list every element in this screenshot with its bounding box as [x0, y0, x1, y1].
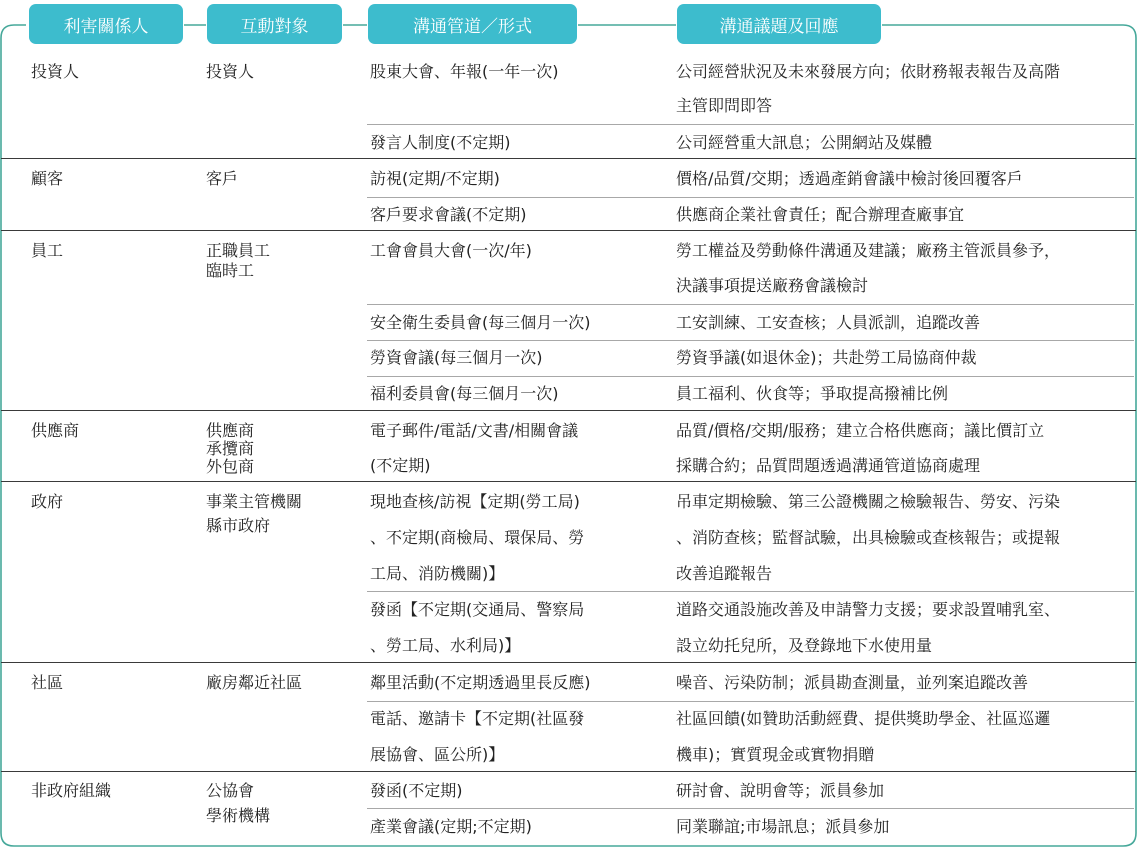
- stakeholder-customer: 顧客: [31, 169, 64, 188]
- counterpart-item: 供應商: [206, 421, 255, 440]
- stakeholder-investor: 投資人: [31, 62, 80, 81]
- stakeholder-ngo: 非政府組織: [31, 781, 112, 800]
- issue-cell: 採購合約；品質問題透過溝通管道協商處理: [676, 456, 981, 475]
- row-divider: [367, 197, 1134, 198]
- counterpart-investor: 投資人: [206, 62, 255, 81]
- row-divider: [367, 124, 1134, 125]
- counterpart-community: 廠房鄰近社區: [206, 673, 303, 692]
- row-divider: [367, 376, 1134, 377]
- issue-cell: 設立幼托兒所，及登錄地下水使用量: [676, 636, 933, 655]
- issue-cell: 道路交通設施改善及申請警力支援；要求設置哺乳室、: [676, 600, 1061, 619]
- group-divider: [1, 481, 1136, 482]
- issue-cell: 勞資爭議(如退休金)；共赴勞工局協商仲裁: [676, 348, 977, 367]
- channel-cell: 工會會員大會(一次/年): [370, 241, 532, 260]
- channel-cell: 安全衛生委員會(每三個月一次): [370, 313, 591, 332]
- header-counterpart: 互動對象: [207, 4, 342, 44]
- channel-cell: 發言人制度(不定期): [370, 133, 511, 152]
- issue-cell: 公司經營重大訊息；公開網站及媒體: [676, 133, 933, 152]
- counterpart-item: 公協會: [206, 781, 255, 800]
- counterpart-item: 縣市政府: [206, 516, 271, 535]
- issue-cell: 、消防查核；監督試驗，出具檢驗或查核報告；或提報: [676, 528, 1061, 547]
- channel-cell: 發函(不定期): [370, 781, 463, 800]
- group-divider: [1, 158, 1136, 159]
- counterpart-employee: [206, 242, 270, 280]
- channel-cell: 工局、消防機關)】: [370, 564, 505, 583]
- row-divider: [367, 304, 1134, 305]
- counterpart-item: 臨時工: [206, 261, 255, 280]
- stakeholder-community: 社區: [31, 673, 64, 692]
- issue-cell: 公司經營狀況及未來發展方向；依財務報表報告及高階: [676, 62, 1061, 81]
- issue-cell: 價格/品質/交期；透過產銷會議中檢討後回覆客戶: [676, 169, 1023, 188]
- issue-cell: 員工福利、伙食等；爭取提高撥補比例: [676, 384, 949, 403]
- group-divider: [1, 771, 1136, 772]
- stakeholder-government: 政府: [31, 492, 64, 511]
- channel-cell: 現地查核/訪視【定期(勞工局): [370, 492, 580, 511]
- channel-cell: 展協會、區公所)】: [370, 745, 505, 764]
- header-stakeholder: 利害關係人: [29, 4, 183, 44]
- row-divider: [367, 808, 1134, 809]
- issue-cell: 社區回饋(如贊助活動經費、提供獎助學金、社區巡邏: [676, 709, 1051, 728]
- counterpart-supplier: [206, 422, 254, 476]
- issue-cell: 供應商企業社會責任；配合辦理查廠事宜: [676, 205, 965, 224]
- header-channel: 溝通管道／形式: [368, 4, 577, 44]
- channel-cell: 發函【不定期(交通局、警察局: [370, 600, 585, 619]
- stakeholder-supplier: 供應商: [31, 421, 80, 440]
- channel-cell: 電話、邀請卡【不定期(社區發: [370, 709, 585, 728]
- header-issues: 溝通議題及回應: [677, 4, 881, 44]
- issue-cell: 吊車定期檢驗、第三公證機關之檢驗報告、勞安、污染: [676, 492, 1061, 511]
- issue-cell: 勞工權益及勞動條件溝通及建議；廠務主管派員參予，: [676, 241, 1061, 260]
- group-divider: [1, 410, 1136, 411]
- group-divider: [1, 662, 1136, 663]
- counterpart-item: 承攬商: [206, 439, 255, 458]
- issue-cell: 決議事項提送廠務會議檢討: [676, 276, 869, 295]
- issue-cell: 工安訓練、工安查核；人員派訓，追蹤改善: [676, 313, 981, 332]
- counterpart-customer: 客戶: [206, 169, 239, 188]
- issue-cell: 改善追蹤報告: [676, 564, 773, 583]
- channel-cell: 產業會議(定期;不定期): [370, 817, 532, 836]
- channel-cell: 訪視(定期/不定期): [370, 169, 500, 188]
- channel-cell: (不定期): [370, 456, 431, 475]
- issue-cell: 品質/價格/交期/服務；建立合格供應商；議比價訂立: [676, 421, 1045, 440]
- channel-cell: 鄰里活動(不定期透過里長反應): [370, 673, 591, 692]
- counterpart-item: 事業主管機關: [206, 492, 303, 511]
- issue-cell: 噪音、污染防制；派員勘查測量，並列案追蹤改善: [676, 673, 1029, 692]
- row-divider: [367, 340, 1134, 341]
- stakeholder-employee: 員工: [31, 241, 64, 260]
- channel-cell: 福利委員會(每三個月一次): [370, 384, 559, 403]
- channel-cell: 客戶要求會議(不定期): [370, 205, 527, 224]
- group-divider: [1, 230, 1136, 231]
- row-divider: [367, 701, 1134, 702]
- channel-cell: 、不定期(商檢局、環保局、勞: [370, 528, 585, 547]
- channel-cell: 股東大會、年報(一年一次): [370, 62, 559, 81]
- issue-cell: 機車)；實質現金或實物捐贈: [676, 745, 875, 764]
- row-divider: [367, 591, 1134, 592]
- counterpart-item: 正職員工: [206, 241, 271, 260]
- issue-cell: 主管即問即答: [676, 96, 773, 115]
- issue-cell: 研討會、說明會等；派員參加: [676, 781, 885, 800]
- issue-cell: 同業聯誼;市場訊息；派員參加: [676, 817, 890, 836]
- channel-cell: 電子郵件/電話/文書/相關會議: [370, 421, 579, 440]
- channel-cell: 、勞工局、水利局)】: [370, 636, 521, 655]
- counterpart-item: 學術機構: [206, 806, 271, 825]
- channel-cell: 勞資會議(每三個月一次): [370, 348, 543, 367]
- counterpart-item: 外包商: [206, 457, 255, 476]
